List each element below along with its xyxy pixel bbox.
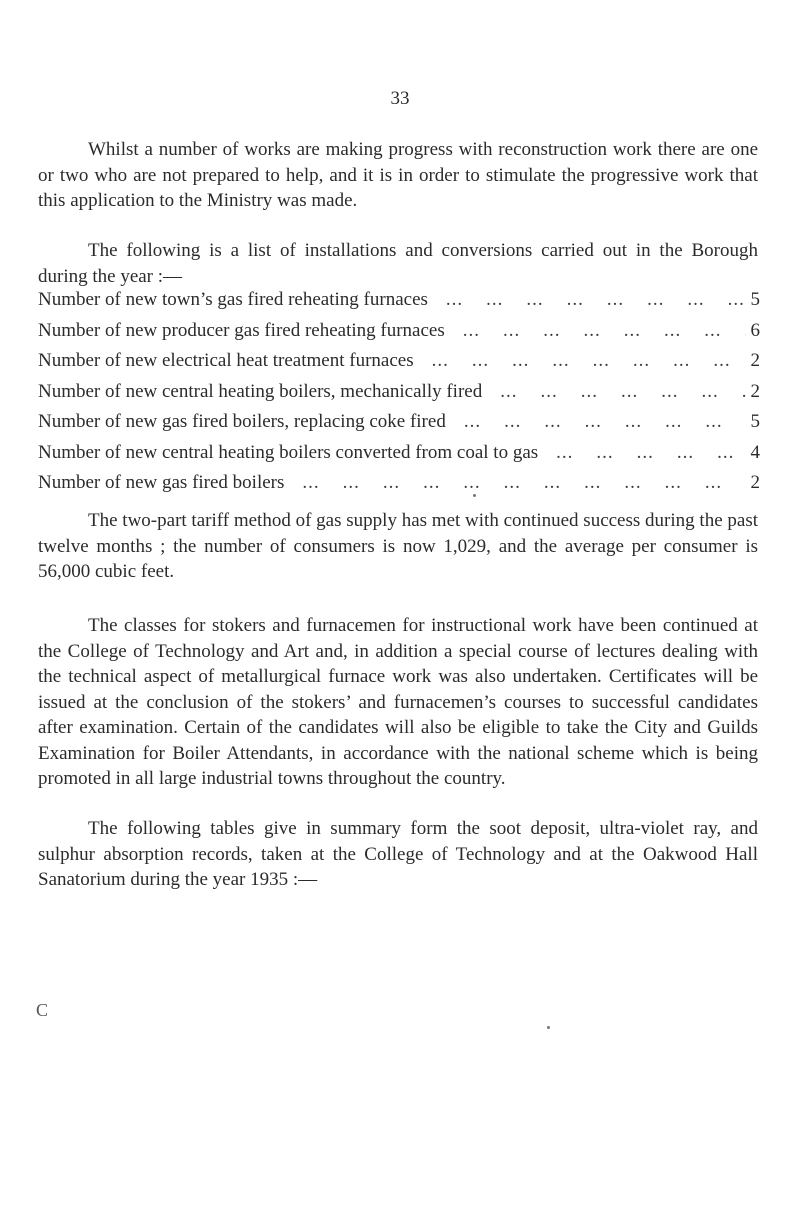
scan-speck (473, 494, 476, 497)
list-item-label: Number of new town’s gas fired reheating furnaces (38, 289, 428, 310)
dot-leader (446, 411, 746, 433)
list-item-label: Number of new electrical heat treatment furnaces (38, 350, 414, 371)
list-item-label: Number of new producer gas fired reheating furnaces (38, 319, 445, 341)
list-item-value: 2 (750, 472, 760, 493)
list-item (38, 350, 760, 381)
list-item (38, 472, 760, 503)
paragraph-stoker-classes: The classes for stokers and furnacemen for instructional work have been continued at the College of Technology and Art and, in addition a special course of lectures dealing with the technical aspect of metallurgical furnace work was also undertaken. Certificates will be issued at the conclusion of the stokers’ and furnacemen’s courses to successful candidates after examination. Certain of the candidates will also be eligible to take the City and Guilds Examination for Boiler Attendants, in accordance with the national scheme which is being promoted in all large industrial towns throughout the country. (38, 615, 758, 789)
dot-leader (284, 472, 746, 494)
dot-leader (428, 289, 746, 311)
dot-leader (445, 320, 746, 342)
list-item-value: 4 (750, 441, 760, 463)
paragraph-tables-intro: The following tables give in summary form the soot deposit, ultra-violet ray, and sulphur absorption records, taken at the College of Technology and at the Oakwood Hall Sanatorium during the year 1935 :— (38, 818, 758, 890)
list-item (38, 320, 760, 351)
dot-leader (482, 381, 746, 403)
list-item-value: 6 (750, 319, 760, 341)
paragraph-reconstruction: Whilst a number of works are making progress with reconstruction work there are one or two who are not prepared to help, and it is in order to stimulate the progressive work that this application to the Ministry was made. (38, 139, 758, 211)
dot-leader (538, 442, 746, 464)
margin-mark: C (36, 1000, 49, 1020)
list-item (38, 442, 760, 473)
installations-list (38, 289, 760, 503)
list-item-label: Number of new central heating boilers, mechanically fired (38, 380, 483, 402)
list-item-label: Number of new gas fired boilers, replacing coke fired (38, 411, 446, 432)
list-item (38, 289, 760, 320)
list-item-value: 5 (750, 411, 760, 432)
list-item (38, 411, 760, 442)
list-item-value: 5 (750, 289, 760, 310)
paragraph-gas-tariff: The two-part tariff method of gas supply has met with continued success during the past twelve months ; the number of consumers is now 1,029, and the average per consumer is 56,000 cubic feet. (38, 510, 758, 582)
list-item (38, 381, 760, 412)
list-item-value: 2 (750, 380, 760, 402)
list-item-value: 2 (750, 350, 760, 371)
list-item-label: Number of new central heating boilers converted from coal to gas (38, 441, 539, 463)
scan-speck (547, 1026, 550, 1029)
dot-leader (414, 350, 746, 372)
page-number: 33 (390, 88, 410, 109)
list-item-label: Number of new gas fired boilers (38, 472, 285, 493)
paragraph-installations-intro: The following is a list of installations and conversions carried out in the Borough during the year :— (38, 240, 758, 287)
